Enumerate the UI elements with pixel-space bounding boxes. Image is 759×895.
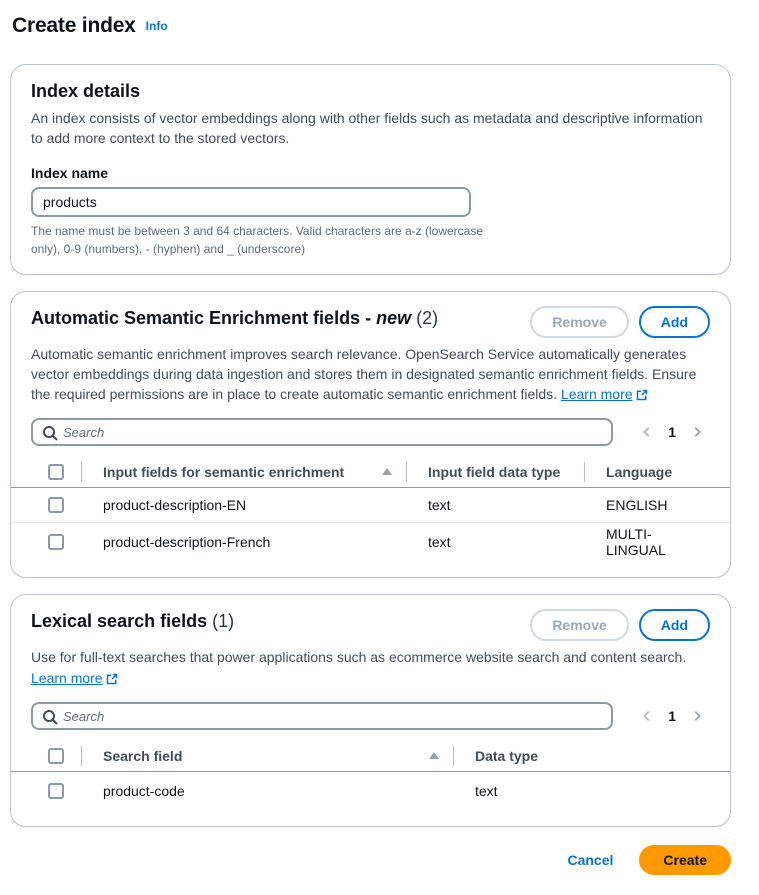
lexical-col-field-label: Search field bbox=[103, 747, 183, 764]
semantic-learn-more-link[interactable] bbox=[561, 386, 648, 402]
semantic-pagination bbox=[638, 422, 710, 442]
cancel-button[interactable]: Cancel bbox=[567, 852, 614, 869]
lexical-page-number[interactable]: 1 bbox=[668, 708, 676, 725]
semantic-actions bbox=[530, 306, 710, 338]
semantic-search-input[interactable] bbox=[63, 420, 611, 444]
semantic-table bbox=[11, 456, 730, 561]
semantic-title bbox=[31, 306, 438, 329]
semantic-description-text: Automatic semantic enrichment improves search relevance. OpenSearch Service automatically generates vector embeddings during data ingestion and stores them in designated semantic enrichment fields. Ensure the required permissions are in place to create automatic semantic enrichment fields. bbox=[31, 345, 697, 403]
semantic-learn-more-label: Learn more bbox=[560, 386, 633, 403]
row-select-cell bbox=[31, 783, 81, 799]
lexical-description bbox=[31, 647, 710, 690]
semantic-header-row bbox=[31, 306, 710, 338]
lexical-col-type-header: Data type bbox=[453, 748, 710, 764]
semantic-page-number[interactable]: 1 bbox=[668, 424, 676, 441]
lexical-col-field-header[interactable] bbox=[81, 748, 453, 764]
sort-ascending-icon bbox=[429, 752, 439, 759]
cell-field: product-description-French bbox=[103, 534, 271, 551]
semantic-table-header bbox=[11, 456, 730, 488]
select-all-checkbox[interactable] bbox=[48, 748, 64, 764]
cell-language: MULTI-LINGUAL bbox=[606, 526, 666, 559]
semantic-new-tag: new bbox=[376, 307, 412, 328]
index-name-input[interactable] bbox=[31, 187, 471, 217]
cell-field: product-description-EN bbox=[103, 497, 247, 514]
semantic-title-text: Automatic Semantic Enrichment fields - bbox=[31, 307, 372, 328]
semantic-add-button[interactable]: Add bbox=[639, 306, 710, 338]
index-details-card bbox=[10, 64, 731, 275]
page-title: Create index bbox=[12, 14, 136, 37]
chevron-left-icon bbox=[640, 712, 654, 727]
cell-type: text bbox=[428, 534, 451, 551]
lexical-title-text: Lexical search fields bbox=[31, 611, 208, 632]
create-button[interactable]: Create bbox=[639, 845, 731, 875]
cell-type: text bbox=[475, 783, 498, 800]
lexical-header-row bbox=[31, 609, 710, 641]
sort-ascending-icon bbox=[382, 468, 392, 475]
index-details-title: Index details bbox=[31, 81, 141, 101]
semantic-col-field-header[interactable] bbox=[81, 464, 406, 480]
table-row[interactable] bbox=[11, 488, 730, 523]
lexical-prev-page-button[interactable] bbox=[638, 706, 656, 726]
semantic-next-page-button[interactable] bbox=[688, 422, 706, 442]
lexical-remove-button[interactable]: Remove bbox=[530, 609, 628, 641]
row-checkbox[interactable] bbox=[48, 534, 64, 550]
select-all-cell bbox=[31, 464, 81, 480]
lexical-next-page-button[interactable] bbox=[688, 706, 706, 726]
semantic-col-language-header: Language bbox=[584, 464, 710, 480]
lexical-title bbox=[31, 609, 234, 632]
index-details-description: An index consists of vector embeddings along with other fields such as metadata and descriptive information to add more context to the stored vectors. bbox=[31, 110, 703, 147]
lexical-toolbar bbox=[31, 702, 710, 730]
chevron-right-icon bbox=[690, 712, 704, 727]
lexical-pagination bbox=[638, 706, 710, 726]
index-name-label: Index name bbox=[31, 164, 109, 181]
select-all-cell bbox=[31, 748, 81, 764]
chevron-left-icon bbox=[640, 428, 654, 443]
semantic-enrichment-card bbox=[10, 291, 731, 579]
lexical-learn-more-link[interactable] bbox=[31, 670, 118, 686]
lexical-table bbox=[11, 740, 730, 810]
row-select-cell bbox=[31, 497, 81, 513]
row-checkbox[interactable] bbox=[48, 497, 64, 513]
cell-type: text bbox=[428, 497, 451, 514]
semantic-remove-button[interactable]: Remove bbox=[530, 306, 628, 338]
semantic-count: (2) bbox=[416, 307, 439, 328]
page-header bbox=[10, 10, 731, 48]
semantic-description bbox=[31, 344, 710, 407]
index-name-constraint: The name must be between 3 and 64 characters. Valid characters are a-z (lowercase only), 0-9 (numbers), - (hyphen) and _ (underscore) bbox=[31, 223, 484, 256]
table-row[interactable] bbox=[11, 523, 730, 561]
semantic-col-type-header: Input field data type bbox=[406, 464, 584, 480]
chevron-right-icon bbox=[690, 428, 704, 443]
semantic-prev-page-button[interactable] bbox=[638, 422, 656, 442]
lexical-learn-more-label: Learn more bbox=[31, 669, 103, 686]
row-checkbox[interactable] bbox=[48, 783, 64, 799]
lexical-description-text: Use for full-text searches that power applications such as ecommerce website search and content search. bbox=[31, 649, 687, 666]
footer-actions bbox=[10, 845, 731, 875]
lexical-search-input[interactable] bbox=[63, 704, 611, 728]
lexical-search-box bbox=[31, 702, 613, 730]
external-link-icon bbox=[106, 670, 118, 690]
select-all-checkbox[interactable] bbox=[48, 464, 64, 480]
external-link-icon bbox=[636, 386, 648, 406]
lexical-add-button[interactable]: Add bbox=[639, 609, 710, 641]
cell-language: ENGLISH bbox=[606, 497, 668, 514]
lexical-actions bbox=[530, 609, 710, 641]
cell-field: product-code bbox=[103, 783, 185, 800]
lexical-count: (1) bbox=[212, 611, 235, 632]
semantic-col-field-label: Input fields for semantic enrichment bbox=[103, 463, 345, 480]
info-link[interactable]: Info bbox=[145, 19, 168, 33]
row-select-cell bbox=[31, 534, 81, 550]
semantic-search-box bbox=[31, 418, 613, 446]
semantic-toolbar bbox=[31, 418, 710, 446]
lexical-search-card bbox=[10, 594, 731, 827]
lexical-table-header bbox=[11, 740, 730, 772]
table-row[interactable] bbox=[11, 772, 730, 810]
